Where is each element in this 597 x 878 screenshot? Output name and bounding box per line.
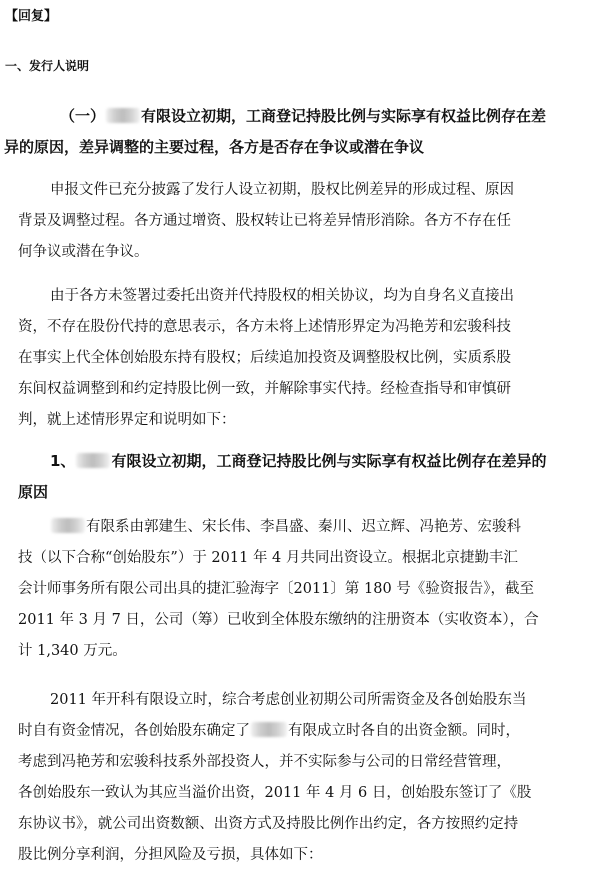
redacted-company-name — [106, 108, 140, 123]
paragraph-2 — [18, 281, 593, 436]
heading-2-line-1: 1、 有限设立初期，工商登记持股比例与实际享有权益比例存在差异的 — [50, 452, 547, 470]
paragraph-3-line-5: 计 1,340 万元。 — [18, 643, 127, 659]
paragraph-4-line-3: 考虑到冯艳芳和宏骏科技系外部投资人，并不实际参与公司的日常经营管理， — [18, 754, 511, 770]
paragraph-4-line-6: 股比例分享利润，分担风险及亏损，具体如下： — [18, 847, 323, 863]
paragraph-4 — [18, 685, 593, 871]
redacted-company-name — [51, 518, 85, 533]
reply-label: 【回复】 — [5, 9, 58, 24]
paragraph-4-line-2: 时自有资金情况，各创始股东确定了 有限成立时各自的出资金额。同时， — [18, 723, 520, 739]
paragraph-2-line-3: 在事实上代全体创始股东持有股权；后续追加投资及调整股权比例，实质系股 — [18, 350, 511, 366]
paragraph-4-line-1: 2011 年开科有限设立时，综合考虑创业初期公司所需资金及各创始股东当 — [50, 692, 527, 708]
heading-1-line-2: 异的原因，差异调整的主要过程，各方是否存在争议或潜在争议 — [4, 138, 425, 156]
paragraph-2-line-5: 判，就上述情形界定和说明如下： — [18, 412, 236, 428]
section-title: 一、发行人说明 — [5, 59, 90, 73]
redacted-company-name — [251, 722, 287, 737]
paragraph-1-line-1: 申报文件已充分披露了发行人设立初期，股权比例差异的形成过程、原因 — [50, 182, 514, 198]
paragraph-3-line-4: 2011 年 3 月 7 日，公司（筹）已收到全体股东缴纳的注册资本（实收资本），合 — [18, 612, 539, 628]
redacted-company-name — [76, 453, 110, 468]
heading-1-line-1: （一） 有限设立初期，工商登记持股比例与实际享有权益比例存在差 — [60, 107, 547, 125]
heading-2-line-2: 原因 — [18, 483, 49, 501]
paragraph-1 — [18, 175, 593, 268]
paragraph-3 — [18, 512, 593, 667]
paragraph-2-line-4: 东间权益调整到和约定持股比例一致，并解除事实代持。经检查指导和审慎研 — [18, 381, 511, 397]
paragraph-4-line-5: 东协议书》，就公司出资数额、出资方式及持股比例作出约定，各方按照约定持 — [18, 816, 519, 832]
paragraph-3-line-3: 会计师事务所有限公司出具的捷汇验海字〔2011〕第 180 号《验资报告》，截至 — [18, 581, 535, 597]
paragraph-3-line-1: 有限系由郭建生、宋长伟、李昌盛、秦川、迟立辉、冯艳芳、宏骏科 — [18, 512, 593, 543]
heading-2 — [18, 446, 593, 508]
paragraph-1-line-3: 何争议或潜在争议。 — [18, 244, 149, 260]
heading-1 — [4, 101, 593, 163]
paragraph-3-line-2: 技（以下合称“创始股东”）于 2011 年 4 月共同出资设立。根据北京捷勤丰汇 — [18, 550, 518, 566]
paragraph-2-line-2: 资，不存在股份代持的意思表示，各方未将上述情形界定为冯艳芳和宏骏科技 — [18, 319, 511, 335]
paragraph-1-line-2: 背景及调整过程。各方通过增资、股权转让已将差异情形消除。各方不存在任 — [18, 213, 511, 229]
paragraph-2-line-1: 由于各方未签署过委托出资并代持股权的相关协议，均为自身名义直接出 — [50, 288, 514, 304]
paragraph-4-line-4: 各创始股东一致认为其应当溢价出资，2011 年 4 月 6 日，创始股东签订了《股 — [18, 785, 532, 801]
